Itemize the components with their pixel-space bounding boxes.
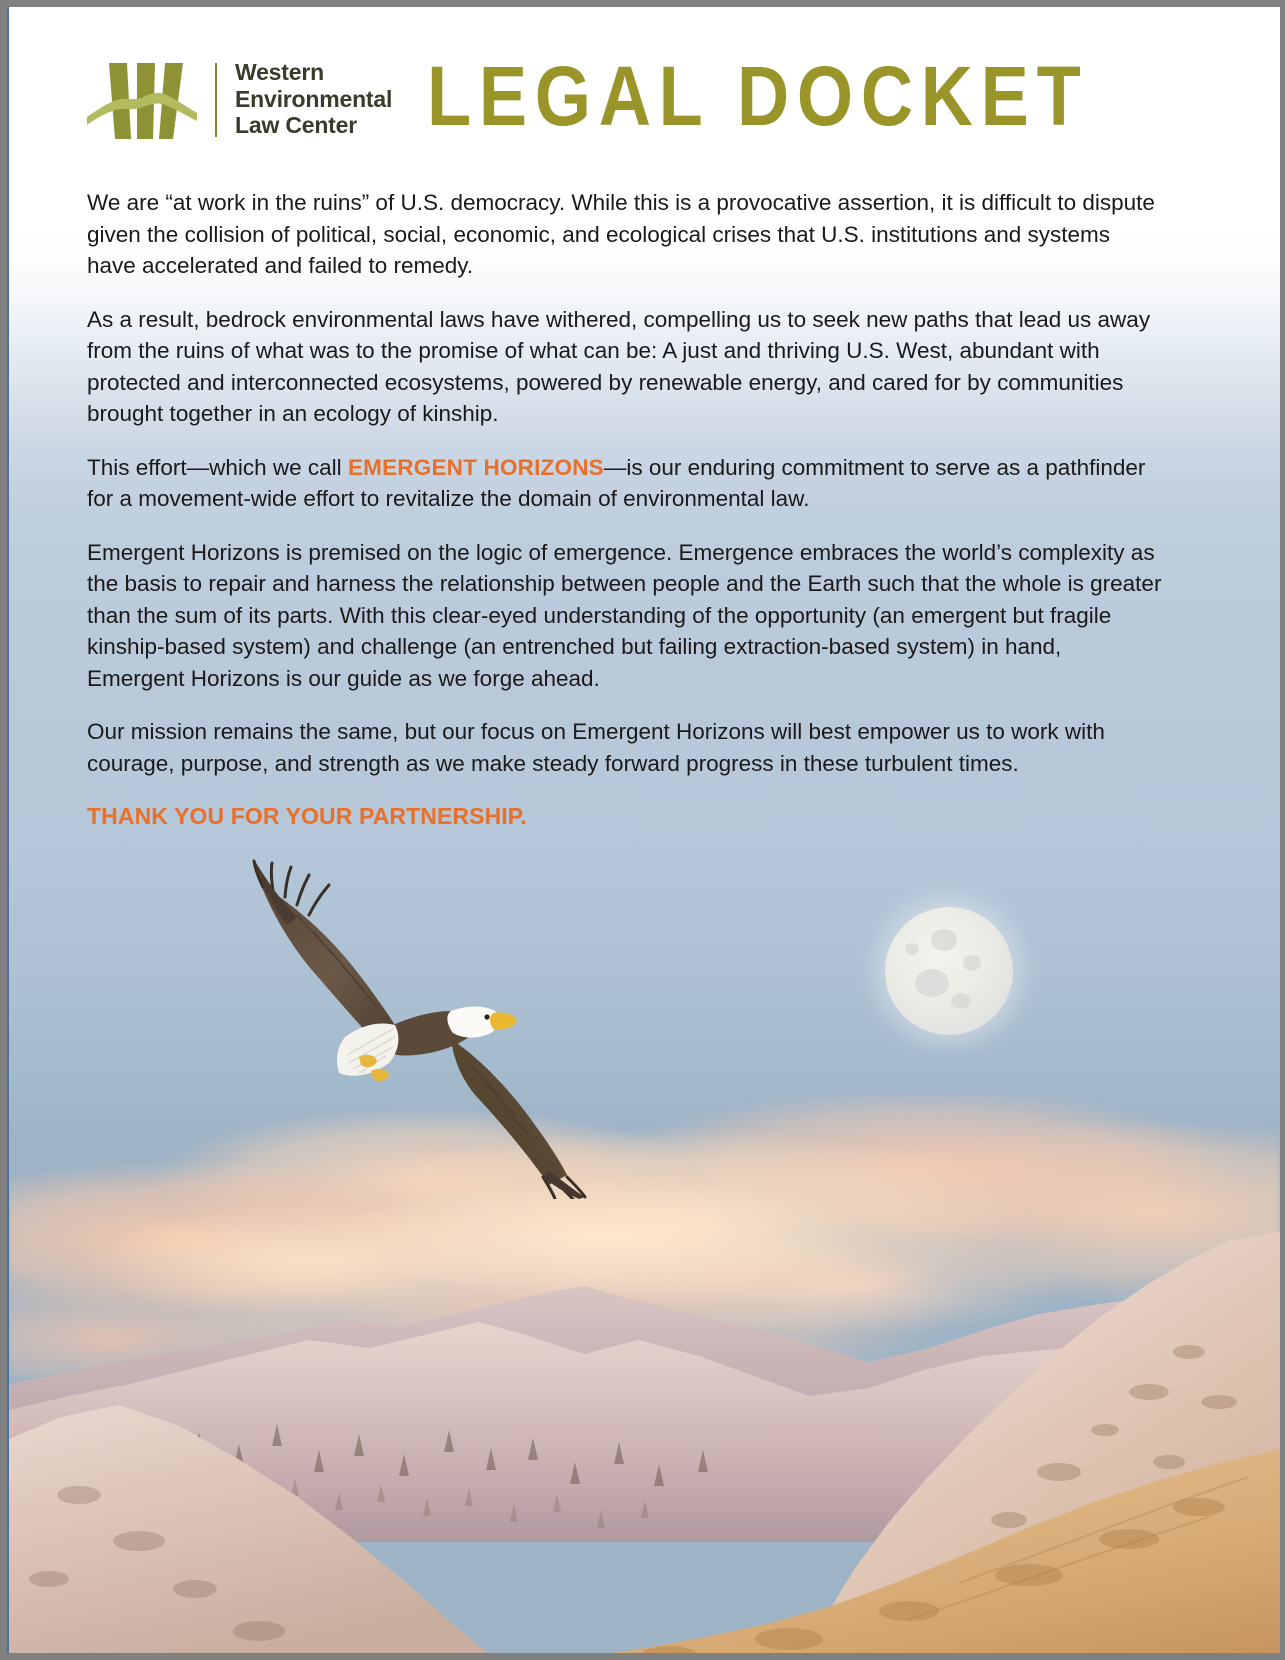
paragraph-1: We are “at work in the ruins” of U.S. democracy. While this is a provocative assertion, it is difficult to dispute given the collision of political, social, economic, and ecological crises that U.S. institutions and systems have accelerated and failed to remedy. <box>87 190 1155 278</box>
logo-line-3: Law Center <box>235 112 357 138</box>
logo-line-2: Environmental <box>235 85 393 112</box>
logo-wordmark <box>235 59 392 139</box>
logo-line-1: Western <box>235 59 324 85</box>
emergent-horizons-highlight: EMERGENT HORIZONS <box>347 454 604 480</box>
paragraph-4: Our mission remains the same, but our focus on Emergent Horizons will best empower us to work with courage, purpose, and strength as we make steady forward progress in these turbulent times. <box>87 719 1105 776</box>
organization-logo[interactable] <box>87 55 393 153</box>
highlight-after: —is our enduring commitment to serve as a pathfinder for a movement-wide effort to revitalize the domain of environmental law. <box>87 454 1146 511</box>
full-moon-icon <box>885 907 1013 1035</box>
paragraph-highlight <box>87 452 1162 515</box>
logo-divider <box>215 63 217 137</box>
wel-center-w-mark-icon <box>87 55 197 145</box>
page-title: LEGAL DOCKET <box>427 49 1089 143</box>
document-page <box>7 7 1280 1653</box>
mountain-foreground-golden <box>9 1367 1280 1653</box>
body-copy <box>87 187 1162 833</box>
bald-eagle-icon <box>237 859 587 1199</box>
paragraph-2: As a result, bedrock environmental laws have withered, compelling us to seek new paths that lead us away from the ruins of what was to the promise of what can be: A just and thriving U.S. West, abundant with protected and interconnected ecosystems, powered by renewable energy, and cared for by communities brought together in an ecology of kinship. <box>87 306 1151 426</box>
closing-statement: THANK YOU FOR YOUR PARTNERSHIP. <box>87 803 527 829</box>
paragraph-3: Emergent Horizons is premised on the logic of emergence. Emergence embraces the world’s complexity as the basis to repair and harness the relationship between people and the Earth such that the whole is greater than the sum of its parts. With this clear-eyed understanding of the opportunity (an emergent but fragile kinship-based system) and challenge (an entrenched but failing extraction-based system) in hand, Emergent Horizons is our guide as we forge ahead. <box>87 539 1162 691</box>
page-header <box>9 7 1280 167</box>
highlight-before: This effort—which we call <box>87 454 348 480</box>
